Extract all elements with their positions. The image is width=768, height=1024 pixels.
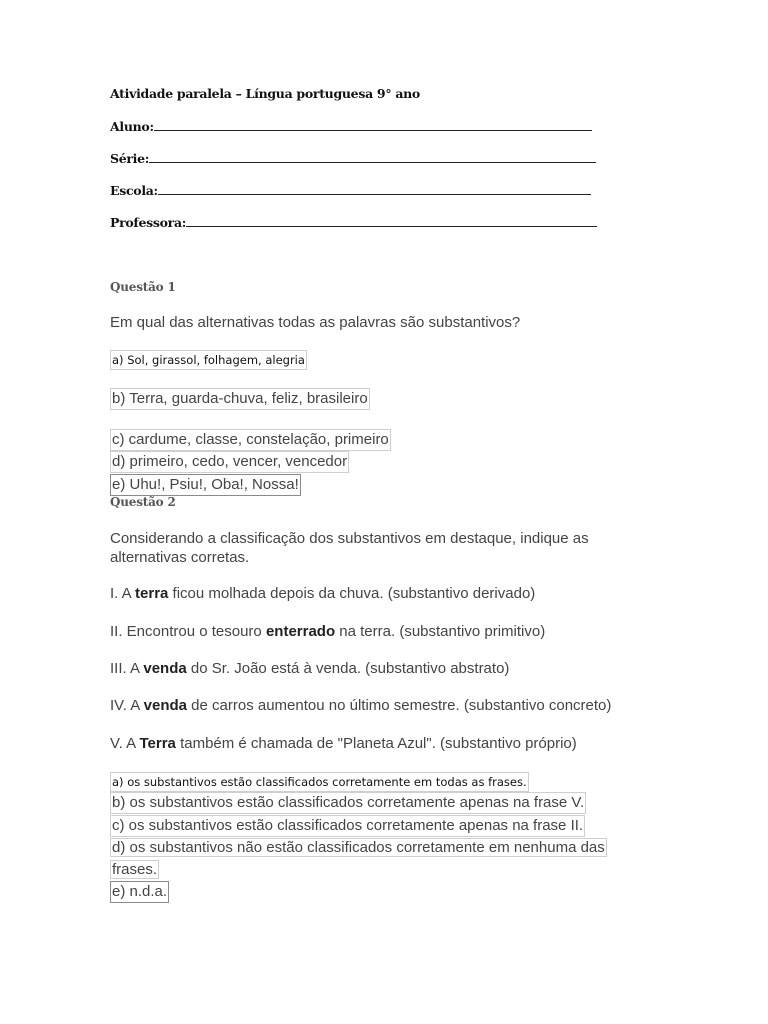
q2-option-b[interactable] — [110, 792, 586, 814]
aluno-field — [110, 118, 592, 134]
q1-option-d[interactable] — [110, 451, 349, 473]
statement-4-highlight: venda — [143, 697, 188, 714]
q1-option-b[interactable] — [110, 388, 370, 410]
q1-option-e-label: e) Uhu!, Psiu!, Oba!, Nossa! — [110, 474, 301, 496]
statement-1-pre: I. A — [110, 585, 136, 602]
statement-3 — [110, 660, 509, 677]
serie-blank-line[interactable] — [149, 150, 596, 163]
q1-option-e[interactable] — [110, 474, 301, 496]
q2-option-c-label: c) os substantivos estão classificados corretamente apenas na frase II. — [110, 815, 585, 837]
statement-1-highlight: terra — [135, 585, 169, 602]
statement-4-pre: IV. A — [110, 697, 144, 714]
statement-2 — [110, 623, 545, 640]
statement-1-post: ficou molhada depois da chuva. (substantivo derivado) — [168, 585, 536, 602]
professora-field — [110, 214, 597, 230]
q2-option-c[interactable] — [110, 815, 585, 837]
page-title: Atividade paralela – Língua portuguesa 9° ano — [110, 86, 420, 101]
q1-option-c[interactable] — [110, 429, 391, 451]
escola-blank-line[interactable] — [158, 182, 591, 195]
question-2-title: Questão 2 — [110, 495, 176, 509]
professora-blank-line[interactable] — [186, 214, 597, 227]
q2-option-d-label: d) os substantivos não estão classificados corretamente em nenhuma das frases. — [112, 839, 605, 878]
q2-option-e[interactable] — [110, 881, 169, 903]
statement-2-post: na terra. (substantivo primitivo) — [335, 623, 546, 640]
q2-option-e-label: e) n.d.a. — [110, 881, 169, 903]
q2-option-d[interactable] — [110, 837, 632, 881]
q1-option-b-label: b) Terra, guarda-chuva, feliz, brasileiro — [110, 388, 370, 410]
statement-3-post: do Sr. João está à venda. (substantivo abstrato) — [186, 660, 510, 677]
statement-2-pre: II. Encontrou o tesouro — [110, 623, 266, 640]
q1-option-d-label: d) primeiro, cedo, vencer, vencedor — [110, 451, 349, 473]
statement-3-highlight: venda — [143, 660, 187, 677]
statement-3-pre: III. A — [110, 660, 144, 677]
statement-1 — [110, 585, 535, 602]
statement-4-post: de carros aumentou no último semestre. (substantivo concreto) — [187, 697, 612, 714]
q2-option-b-label: b) os substantivos estão classificados corretamente apenas na frase V. — [110, 792, 586, 814]
statement-4 — [110, 697, 611, 714]
serie-label: Série: — [110, 151, 150, 166]
q1-option-c-label: c) cardume, classe, constelação, primeiro — [110, 429, 391, 451]
statement-2-highlight: enterrado — [265, 623, 336, 640]
serie-field — [110, 150, 596, 166]
statement-5-highlight: Terra — [139, 735, 176, 752]
escola-label: Escola: — [110, 183, 158, 198]
professora-label: Professora: — [110, 215, 187, 230]
q1-option-a-label: a) Sol, girassol, folhagem, alegria — [110, 350, 307, 370]
statement-5 — [110, 735, 577, 752]
statement-5-post: também é chamada de "Planeta Azul". (substantivo próprio) — [175, 735, 577, 752]
q2-option-a-label: a) os substantivos estão classificados corretamente em todas as frases. — [110, 772, 529, 792]
q1-option-a[interactable] — [110, 350, 307, 370]
aluno-blank-line[interactable] — [154, 118, 592, 131]
escola-field — [110, 182, 591, 198]
aluno-label: Aluno: — [110, 119, 154, 134]
q2-option-a[interactable] — [110, 772, 529, 792]
question-2-prompt: Considerando a classificação dos substantivos em destaque, indique as alternativas corretas. — [110, 530, 589, 566]
question-1-prompt: Em qual das alternativas todas as palavras são substantivos? — [110, 314, 521, 331]
statement-5-pre: V. A — [110, 735, 140, 752]
question-1-title: Questão 1 — [110, 280, 176, 294]
